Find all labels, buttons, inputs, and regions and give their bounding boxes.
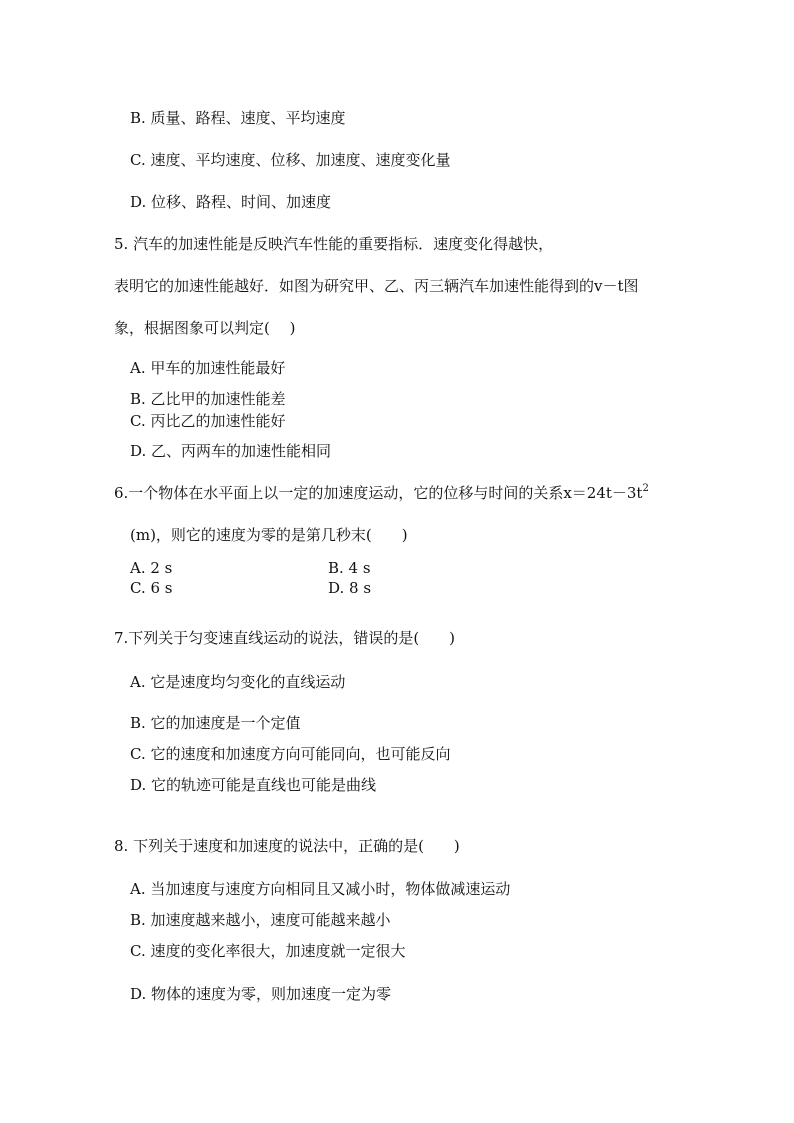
q5-stem-line-3: 象，根据图象可以判定( ) [114,319,296,337]
q8-stem: 8. 下列关于速度和加速度的说法中，正确的是( ) [114,837,460,855]
q7-option-d: D. 它的轨迹可能是直线也可能是曲线 [130,776,377,794]
q7-stem: 7.下列关于匀变速直线运动的说法，错误的是( ) [114,629,456,647]
q4-option-d: D. 位移、路程、时间、加速度 [130,193,332,211]
q4-option-c: C. 速度、平均速度、位移、加速度、速度变化量 [130,151,451,169]
q6-stem-exponent: 2 [642,483,649,494]
q6-stem-text: 6.一个物体在水平面上以一定的加速度运动，它的位移与时间的关系x＝24t－3t [114,484,643,502]
q5-option-a: A. 甲车的加速性能最好 [130,359,286,377]
q6-stem-line-1 [114,483,649,503]
q8-option-c: C. 速度的变化率很大，加速度就一定很大 [130,942,406,960]
q5-option-d: D. 乙、丙两车的加速性能相同 [130,442,332,460]
q4-option-b: B. 质量、路程、速度、平均速度 [130,109,346,127]
q8-option-a: A. 当加速度与速度方向相同且又减小时，物体做减速运动 [130,880,511,898]
q6-option-b: B. 4 s [328,559,371,577]
q7-option-c: C. 它的速度和加速度方向可能同向，也可能反向 [130,745,451,763]
q5-option-c: C. 丙比乙的加速性能好 [130,412,286,430]
q5-stem-line-2: 表明它的加速性能越好．如图为研究甲、乙、丙三辆汽车加速性能得到的v－t图 [114,277,639,295]
q7-option-a: A. 它是速度均匀变化的直线运动 [130,673,346,691]
q6-stem-line-2: (m)，则它的速度为零的是第几秒末( ) [130,526,408,544]
q8-option-b: B. 加速度越来越小，速度可能越来越小 [130,911,391,929]
q5-stem-line-1: 5. 汽车的加速性能是反映汽车性能的重要指标．速度变化得越快， [114,235,554,253]
q7-option-b: B. 它的加速度是一个定值 [130,714,301,732]
q6-option-c: C. 6 s [130,579,173,597]
q6-option-d: D. 8 s [328,579,372,597]
q5-option-b: B. 乙比甲的加速性能差 [130,390,286,408]
q6-option-a: A. 2 s [130,559,173,577]
q8-option-d: D. 物体的速度为零，则加速度一定为零 [130,985,392,1003]
